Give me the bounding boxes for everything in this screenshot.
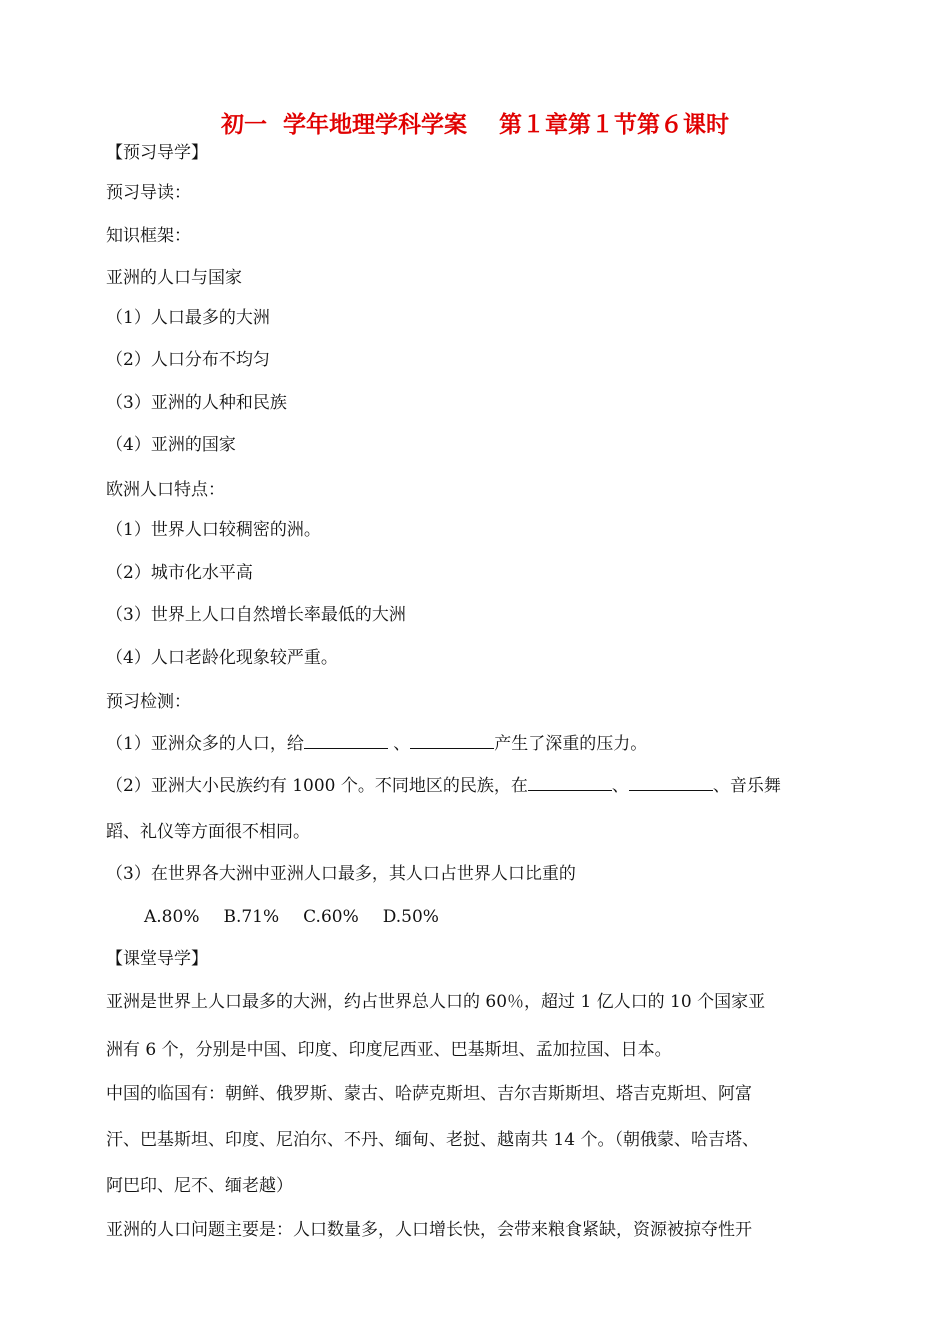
europe-item: （2）城市化水平高 [106,563,253,583]
classroom-paragraph-line: 亚洲是世界上人口最多的大洲，约占世界总人口的 60％，超过 1 亿人口的 10 个国家亚 [106,992,766,1012]
preview-heading: 【预习导学】 [106,143,208,163]
asia-title: 亚洲的人口与国家 [106,268,242,288]
europe-item: （3）世界上人口自然增长率最低的大洲 [106,605,406,625]
question-3-options [144,905,463,929]
answer-blank[interactable] [528,772,612,791]
classroom-paragraph-line: 洲有 6 个，分别是中国、印度、印度尼西亚、巴基斯坦、孟加拉国、日本。 [106,1040,672,1060]
question-2-text-c: 、音乐舞 [712,776,781,796]
europe-title: 欧洲人口特点： [106,480,225,500]
question-1-text-c: 产生了深重的压力。 [494,734,648,754]
option-c[interactable]: C.60% [303,907,359,927]
option-b[interactable]: B.71% [223,907,280,927]
framework-label: 知识框架： [106,226,191,246]
answer-blank[interactable] [304,730,388,749]
classroom-paragraph-line: 阿巴印、尼不、缅老越） [106,1176,293,1196]
answer-blank[interactable] [410,730,494,749]
question-2-text-a: （2）亚洲大小民族约有 1000 个。不同地区的民族，在 [106,776,528,796]
europe-item: （4）人口老龄化现象较严重。 [106,648,338,668]
answer-blank[interactable] [629,772,713,791]
preview-reading-label: 预习导读： [106,183,191,203]
question-2 [106,772,781,798]
classroom-paragraph-line: 中国的临国有：朝鲜、俄罗斯、蒙古、哈萨克斯坦、吉尔吉斯斯坦、塔吉克斯坦、阿富 [106,1084,752,1104]
question-3: （3）在世界各大洲中亚洲人口最多，其人口占世界人口比重的 [106,864,576,884]
option-a[interactable]: A.80% [144,907,200,927]
classroom-heading: 【课堂导学】 [106,949,208,969]
question-2-text-b: 、 [611,776,629,796]
question-1-text-b: 、 [387,734,411,754]
question-2-line-2: 蹈、礼仪等方面很不相同。 [106,822,310,842]
asia-item: （4）亚洲的国家 [106,435,236,455]
europe-item: （1）世界人口较稠密的洲。 [106,520,321,540]
option-d[interactable]: D.50% [382,907,439,927]
check-label: 预习检测： [106,692,191,712]
page-title: 初一 学年地理学科学案 第１章第１节第６课时 [220,111,730,138]
question-1-text-a: （1）亚洲众多的人口，给 [106,734,304,754]
question-1 [106,730,647,756]
asia-item: （1）人口最多的大洲 [106,308,270,328]
asia-item: （2）人口分布不均匀 [106,350,270,370]
asia-item: （3）亚洲的人种和民族 [106,393,287,413]
classroom-paragraph-line: 亚洲的人口问题主要是：人口数量多，人口增长快，会带来粮食紧缺，资源被掠夺性开 [106,1220,752,1240]
classroom-paragraph-line: 汗、巴基斯坦、印度、尼泊尔、不丹、缅甸、老挝、越南共 14 个。（朝俄蒙、哈吉塔、 [106,1130,759,1150]
